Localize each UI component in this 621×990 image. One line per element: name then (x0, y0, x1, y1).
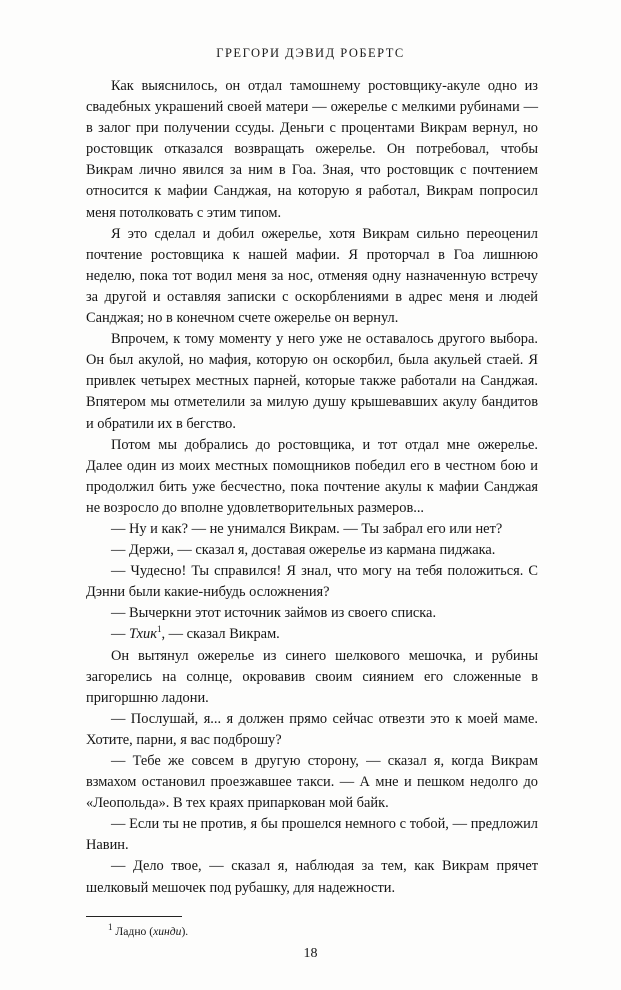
footnote-divider (86, 916, 182, 917)
dialogue-line: — Вычеркни этот источник займов из своего списка. (111, 605, 437, 622)
footnote-text-after: ). (181, 925, 189, 938)
thik-suffix: , — сказал Викрам. (161, 626, 280, 643)
dialogue-line: — Ну и как? — не унимался Викрам. — Ты забрал его или нет? (111, 520, 503, 537)
body-text (86, 76, 538, 899)
paragraph: Он вытянул ожерелье из синего шелкового мешочка, и рубины загорелись на солнце, окровавив своим сиянием его сложенные в пригоршню ладони. (86, 647, 538, 706)
thik-italic-word: Тхик (129, 626, 157, 643)
paragraph: Как выяснилось, он отдал тамошнему ростовщику-акуле одно из свадебных украшений своей матери — ожерелье с мелкими рубинами — в залог при получении ссуды. Деньги с процентами Викрам вернул, но ростовщик отказался возвращать ожерелье. Он потребовал, чтобы Викрам лично явился за ним в Гоа. Зная, что ростовщик с почтением относится к мафии Санджая, на которую я работал, Викрам попросил меня потолковать с этим типом. (86, 78, 538, 221)
footnote-text-before: Ладно ( (115, 925, 154, 938)
dialogue-line: — Дело твое, — сказал я, наблюдая за тем, как Викрам прячет шелковый мешочек под рубашку, для надежности. (86, 858, 538, 896)
running-head: ГРЕГОРИ ДЭВИД РОБЕРТС (216, 46, 405, 60)
dialogue-line: — Чудесно! Ты справился! Я знал, что могу на тебя положиться. С Дэнни были какие-нибудь осложнения? (86, 563, 538, 601)
footnote (86, 924, 538, 940)
footnote-marker: 1 (156, 624, 162, 635)
dialogue-line: — Тебе же совсем в другую сторону, — сказал я, когда Викрам взмахом остановил проезжавшее такси. — А мне и пешком недолго до «Леопольда». В тех краях припаркован мой байк. (86, 753, 538, 812)
paragraph: Я это сделал и добил ожерелье, хотя Викрам сильно переоценил почтение ростовщика к нашей мафии. Я проторчал в Гоа лишнюю неделю, пока тот водил меня за нос, отменяя одну назначенную встречу за другой и оставляя записки с оскорблениями в адрес меня и людей Санджая; но в конечном счете ожерелье он вернул. (86, 225, 538, 327)
footnote-italic: хинди (153, 925, 182, 938)
dialogue-line: — Держи, — сказал я, доставая ожерелье из кармана пиджака. (111, 542, 496, 559)
paragraph: Потом мы добрались до ростовщика, и тот отдал мне ожерелье. Далее один из моих местных помощников победил его в честном бою и продолжил бить уже бесчестно, пока почтение акулы к мафии Санджая не возросло до вполне удовлетворительных размеров... (86, 436, 538, 516)
thik-prefix: — (111, 626, 129, 643)
dialogue-line: — Если ты не против, я бы прошелся немного с тобой, — предложил Навин. (86, 816, 538, 854)
page-number: 18 (303, 946, 318, 961)
footnote-number: 1 (108, 922, 113, 933)
dialogue-line: — Послушай, я... я должен прямо сейчас отвезти это к моей маме. Хотите, парни, я вас подброшу? (86, 710, 538, 748)
paragraph: Впрочем, к тому моменту у него уже не оставалось другого выбора. Он был акулой, но мафия, которую он оскорбил, была акульей стаей. Я привлек четырех местных парней, которые также работали на Санджая. Впятером мы отметелили за милую душу крышевавших акулу бандитов и обратили их в бегство. (86, 331, 538, 432)
dialogue-line-thik (86, 624, 538, 645)
footnote-area (86, 916, 538, 940)
